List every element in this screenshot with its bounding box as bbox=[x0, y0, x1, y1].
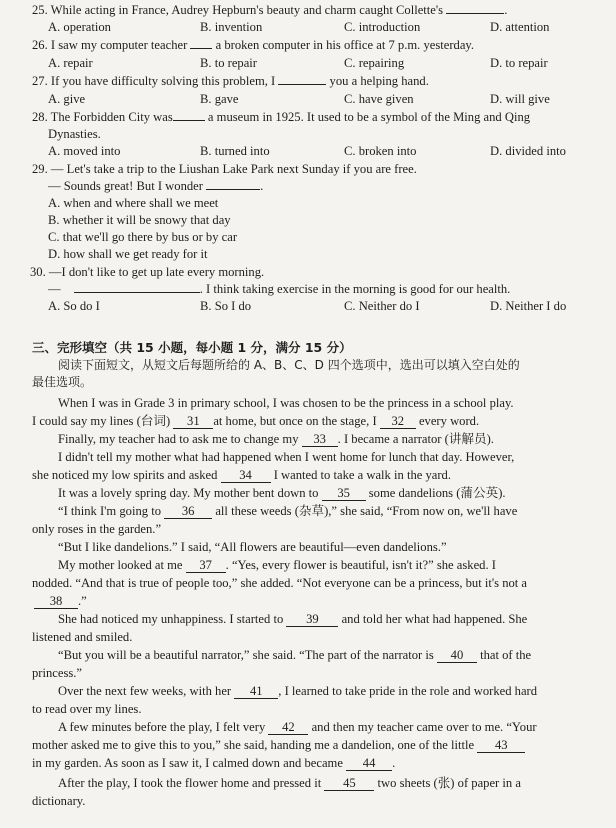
passage-line: in my garden. As soon as I saw it, I calmed down and became 44 . bbox=[32, 756, 396, 770]
passage-line: Finally, my teacher had to ask me to change my 33 . I became a narrator (讲解员). bbox=[58, 432, 494, 446]
question-30-options bbox=[0, 298, 616, 315]
passage-line: to read over my lines. bbox=[32, 702, 142, 716]
question-28: 28. The Forbidden City was a museum in 1925. It used to be a symbol of the Ming and Qing bbox=[32, 110, 531, 124]
blank-42: 42 bbox=[268, 720, 308, 735]
question-25: 25. While acting in France, Audrey Hepburn's beauty and charm caught Collette's . bbox=[32, 3, 508, 17]
option-b: B. to repair bbox=[200, 56, 258, 70]
question-29: 29. — Let's take a trip to the Liushan Lake Park next Sunday if you are free. bbox=[32, 162, 417, 176]
blank-44: 44 bbox=[346, 756, 392, 771]
question-30: 30. —I don't like to get up late every morning. bbox=[30, 265, 265, 279]
option-d: D. to repair bbox=[490, 56, 548, 70]
option-c: C. introduction bbox=[344, 20, 421, 34]
blank-35: 35 bbox=[322, 486, 366, 501]
question-25-options bbox=[0, 19, 616, 36]
answer-blank bbox=[173, 120, 205, 121]
passage-line: princess.” bbox=[32, 666, 83, 680]
passage-line: Over the next few weeks, with her 41 , I learned to take pride in the role and worked hard bbox=[58, 684, 538, 698]
question-27-options bbox=[0, 91, 616, 108]
answer-blank bbox=[446, 13, 504, 14]
answer-blank bbox=[206, 189, 260, 190]
section-instructions: 阅读下面短文，从短文后每题所给的 A、B、C、D 四个选项中，选出可以填入空白处的 bbox=[58, 358, 520, 372]
option-a: A. give bbox=[48, 92, 86, 106]
option-d: D. Neither I do bbox=[490, 299, 567, 313]
passage-line: dictionary. bbox=[32, 794, 86, 808]
option-d: D. how shall we get ready for it bbox=[48, 247, 208, 261]
passage-line: My mother looked at me 37 . “Yes, every flower is beautiful, isn't it?” she asked. I bbox=[58, 558, 496, 572]
option-a: A. So do I bbox=[48, 299, 100, 313]
passage-line: When I was in Grade 3 in primary school, I was chosen to be the princess in a school play. bbox=[58, 396, 514, 410]
blank-34: 34 bbox=[221, 468, 271, 483]
blank-40: 40 bbox=[437, 648, 477, 663]
answer-blank bbox=[74, 292, 200, 293]
blank-36: 36 bbox=[164, 504, 212, 519]
passage-line: listened and smiled. bbox=[32, 630, 133, 644]
blank-32: 32 bbox=[380, 414, 416, 429]
blank-45: 45 bbox=[324, 776, 374, 791]
question-28-options bbox=[0, 143, 616, 160]
option-b: B. invention bbox=[200, 20, 263, 34]
option-a: A. moved into bbox=[48, 144, 121, 158]
blank-43: 43 bbox=[477, 738, 525, 753]
passage-line: only roses in the garden.” bbox=[32, 522, 162, 536]
question-26-options bbox=[0, 55, 616, 72]
blank-37: 37 bbox=[186, 558, 226, 573]
blank-39: 39 bbox=[286, 612, 338, 627]
option-a: A. repair bbox=[48, 56, 93, 70]
answer-blank bbox=[278, 84, 326, 85]
option-b: B. So I do bbox=[200, 299, 252, 313]
option-d: D. divided into bbox=[490, 144, 566, 158]
blank-33: 33 bbox=[302, 432, 338, 447]
question-28-continued: Dynasties. bbox=[48, 127, 101, 141]
question-26: 26. I saw my computer teacher a broken computer in his office at 7 p.m. yesterday. bbox=[32, 38, 475, 52]
passage-line: I didn't tell my mother what had happened when I went home for lunch that day. However, bbox=[58, 450, 515, 464]
passage-line: It was a lovely spring day. My mother bent down to 35 some dandelions (蒲公英). bbox=[58, 486, 506, 500]
blank-31: 31 bbox=[173, 414, 213, 429]
section-instructions-cont: 最佳选项。 bbox=[32, 375, 93, 389]
question-29-line-2: — Sounds great! But I wonder . bbox=[48, 179, 264, 193]
option-c: C. that we'll go there by bus or by car bbox=[48, 230, 238, 244]
passage-line: “But I like dandelions.” I said, “All flowers are beautiful—even dandelions.” bbox=[58, 540, 447, 554]
passage-line: A few minutes before the play, I felt very 42 and then my teacher came over to me. “Your bbox=[58, 720, 537, 734]
section-title: 三、完形填空（共 15 小题，每小题 1 分，满分 15 分） bbox=[32, 340, 352, 355]
option-c: C. repairing bbox=[344, 56, 405, 70]
option-d: D. will give bbox=[490, 92, 550, 106]
option-b: B. whether it will be snowy that day bbox=[48, 213, 231, 227]
option-c: C. Neither do I bbox=[344, 299, 420, 313]
option-c: C. broken into bbox=[344, 144, 417, 158]
option-d: D. attention bbox=[490, 20, 550, 34]
passage-line: she noticed my low spirits and asked 34 I wanted to take a walk in the yard. bbox=[32, 468, 451, 482]
passage-line: “But you will be a beautiful narrator,” she said. “The part of the narrator is 40 that of the bbox=[58, 648, 532, 662]
option-a: A. operation bbox=[48, 20, 111, 34]
passage-line: After the play, I took the flower home and pressed it 45 two sheets (张) of paper in a bbox=[58, 776, 521, 790]
question-27: 27. If you have difficulty solving this problem, I you a helping hand. bbox=[32, 74, 429, 88]
answer-blank bbox=[190, 48, 212, 49]
passage-line: “I think I'm going to 36 all these weeds (杂草),” she said, “From now on, we'll have bbox=[58, 504, 518, 518]
passage-line: mother asked me to give this to you,” she said, handing me a dandelion, one of the little 43 bbox=[32, 737, 616, 754]
passage-line: She had noticed my unhappiness. I started to 39 and told her what had happened. She bbox=[58, 612, 528, 626]
option-b: B. turned into bbox=[200, 144, 270, 158]
option-c: C. have given bbox=[344, 92, 414, 106]
passage-line: I could say my lines (台词) 31 at home, but once on the stage, I 32 every word. bbox=[32, 414, 480, 428]
passage-line: 38 .” bbox=[34, 593, 616, 610]
blank-38: 38 bbox=[34, 594, 78, 609]
question-30-line-2: — . I think taking exercise in the morning is good for our health. bbox=[48, 282, 511, 296]
option-a: A. when and where shall we meet bbox=[48, 196, 219, 210]
blank-41: 41 bbox=[234, 684, 278, 699]
option-b: B. gave bbox=[200, 92, 239, 106]
passage-line: nodded. “And that is true of people too,” she added. “Not everyone can be a princess, but it's not a bbox=[32, 576, 528, 590]
